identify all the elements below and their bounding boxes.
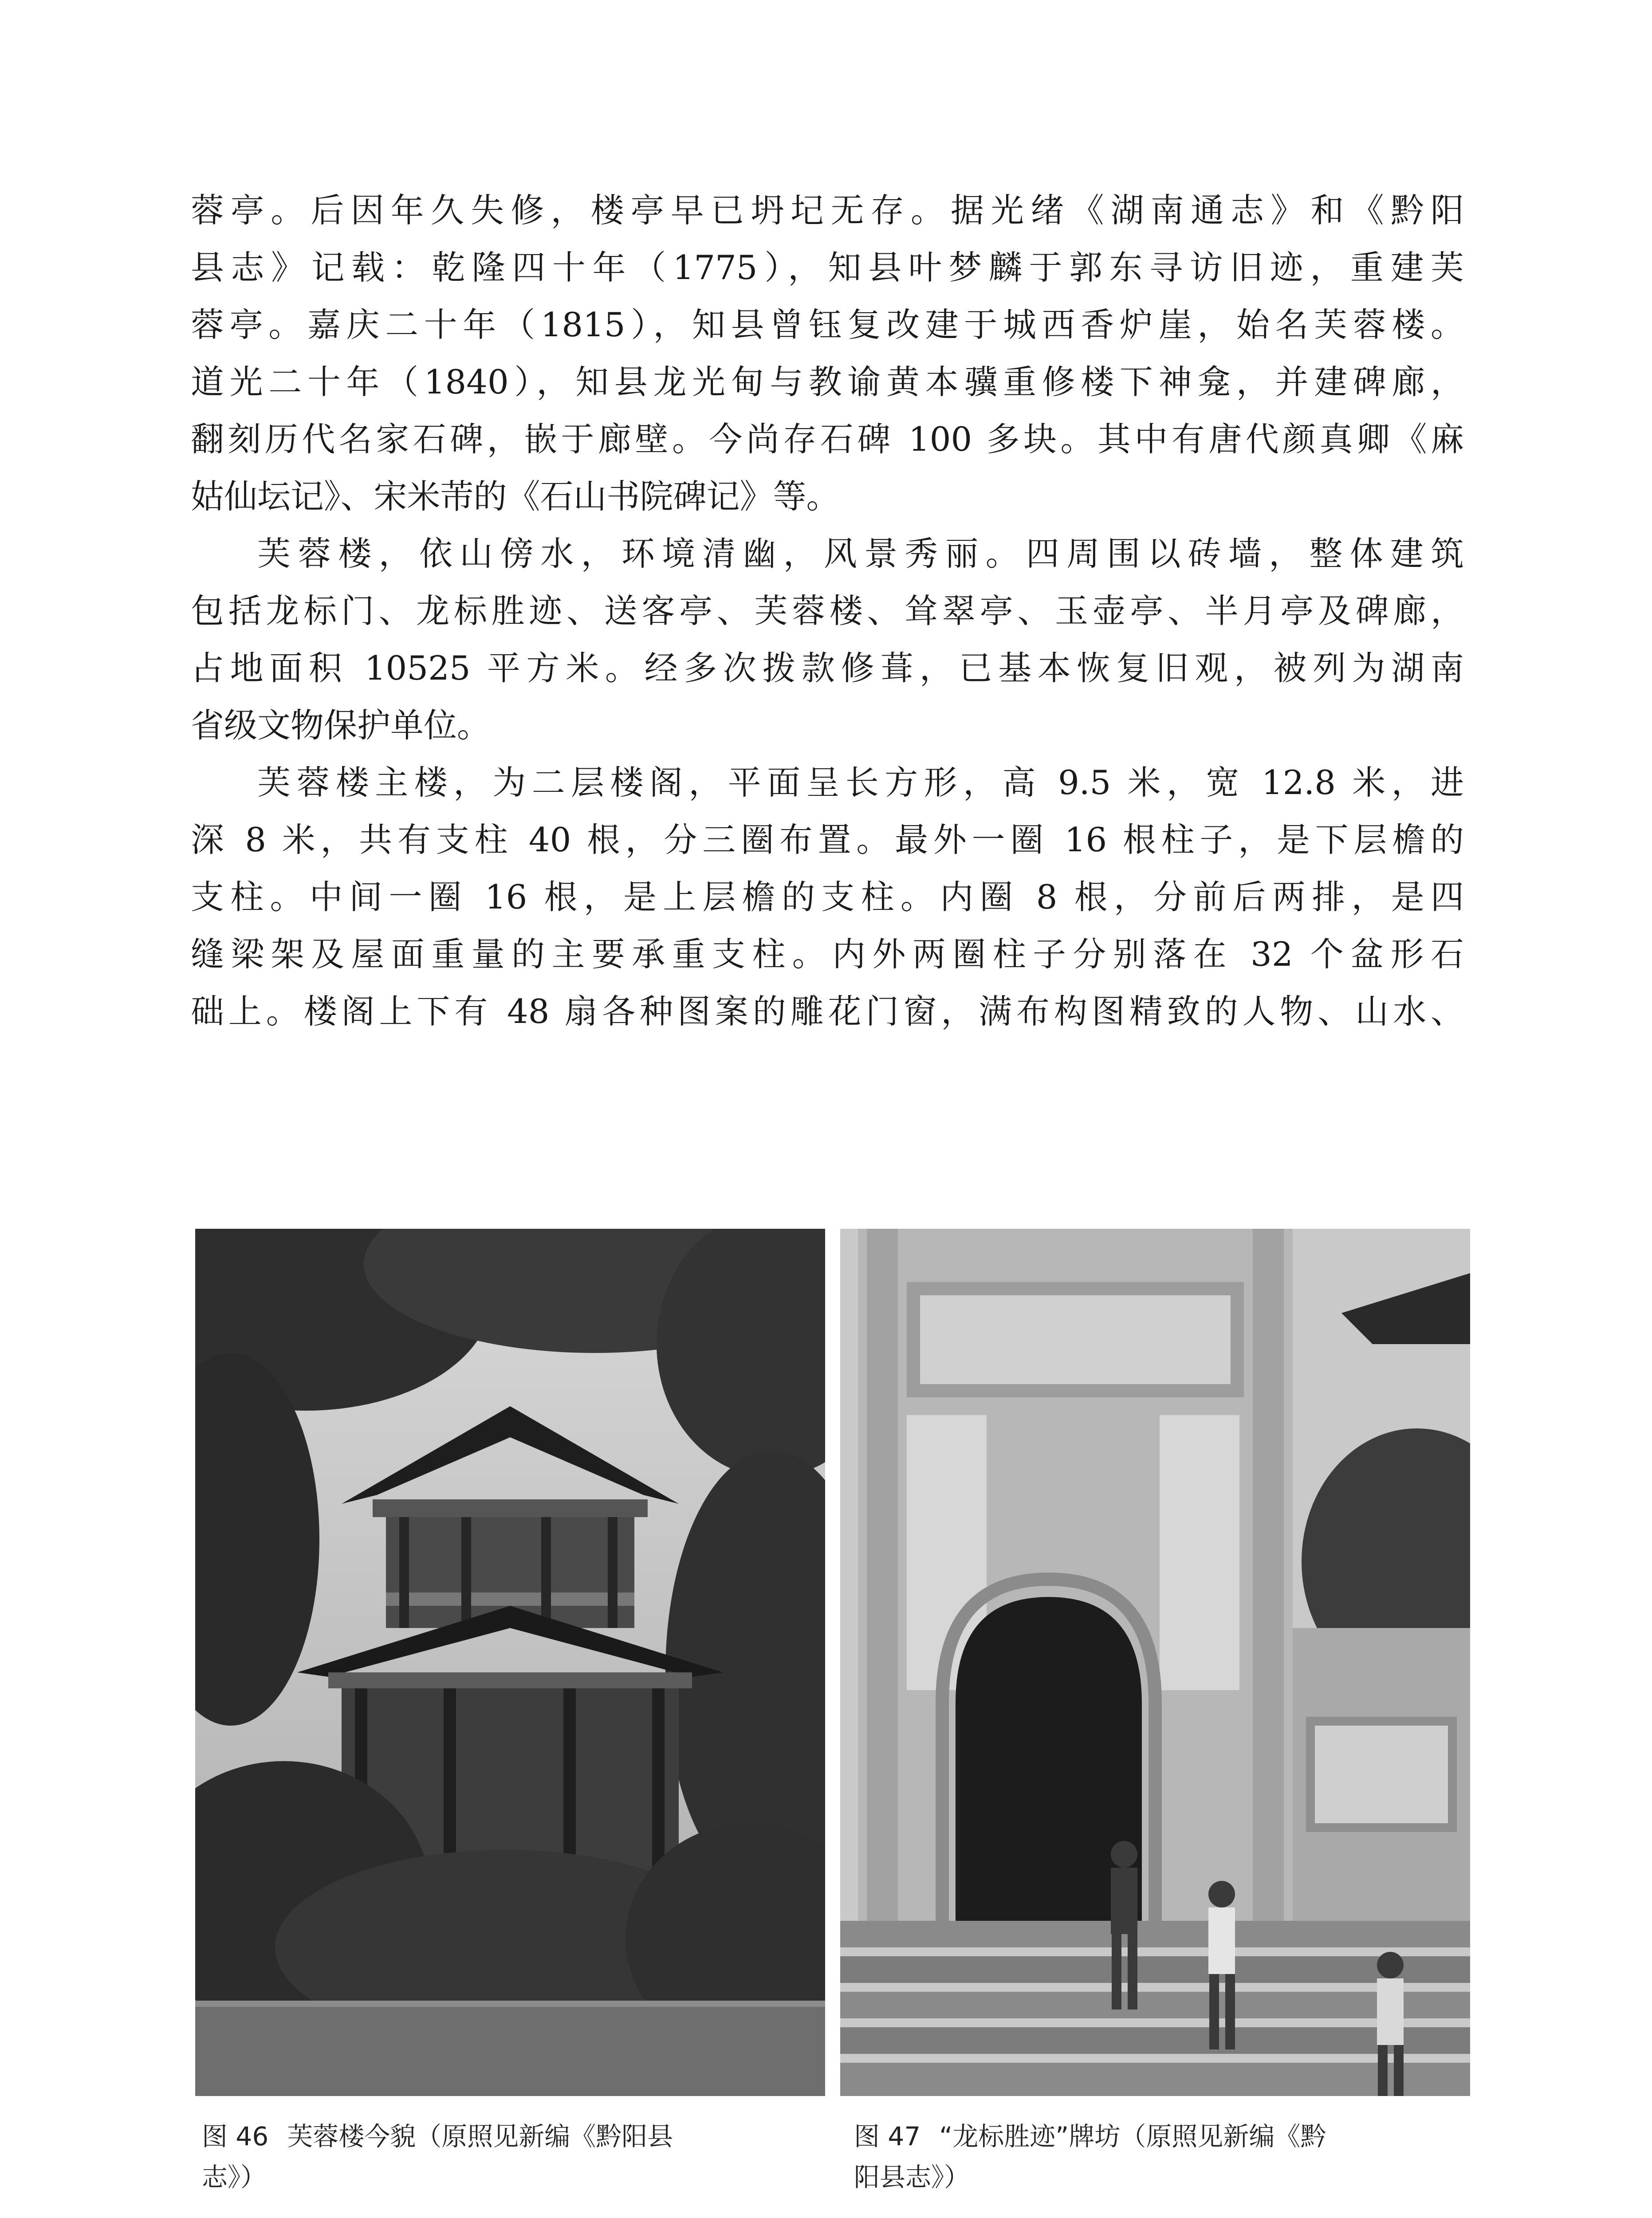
- text-line: 包括龙标门、龙标胜迹、送客亭、芙蓉楼、耸翠亭、玉壶亭、半月亭及碑廊，: [191, 591, 1464, 630]
- pavilion-illustration: [195, 1229, 825, 2096]
- figure-number: 图 47: [854, 2121, 921, 2151]
- paragraph-2: [191, 525, 1464, 754]
- text-line: 芙蓉楼，依山傍水，环境清幽，风景秀丽。四周围以砖墙，整体建筑: [257, 534, 1464, 573]
- longbiao-archway-photo: [840, 1229, 1470, 2096]
- body-text: [191, 182, 1464, 1040]
- text-line: 姑仙坛记》、宋米芾的《石山书院碑记》等。: [191, 477, 840, 516]
- figure-number: 图 46: [202, 2121, 269, 2151]
- text-line: 深 8 米，共有支柱 40 根，分三圈布置。最外一圈 16 根柱子，是下层檐的: [191, 820, 1464, 859]
- text-line: 县志》记载：乾隆四十年（1775），知县叶梦麟于郭东寻访旧迹，重建芙: [191, 248, 1464, 287]
- paragraph-3: [191, 754, 1464, 1040]
- furong-tower-photo: [195, 1229, 825, 2096]
- caption-text: “龙标胜迹”牌坊（原照见新编《黔: [939, 2121, 1326, 2151]
- paragraph-1: [191, 182, 1464, 525]
- text-line: 础上。楼阁上下有 48 扇各种图案的雕花门窗，满布构图精致的人物、山水、: [191, 992, 1464, 1031]
- caption-line: [202, 2116, 832, 2157]
- archway-illustration: [840, 1229, 1470, 2096]
- text-line: 支柱。中间一圈 16 根，是上层檐的支柱。内圈 8 根，分前后两排，是四: [191, 877, 1464, 916]
- caption-line: [854, 2116, 1484, 2157]
- caption-line: 志》）: [202, 2162, 267, 2192]
- text-line: 占地面积 10525 平方米。经多次拨款修葺，已基本恢复旧观，被列为湖南: [191, 649, 1464, 688]
- text-line: 蓉亭。嘉庆二十年（1815），知县曾钰复改建于城西香炉崖，始名芙蓉楼。: [191, 305, 1464, 344]
- text-line: 芙蓉楼主楼，为二层楼阁，平面呈长方形，高 9.5 米，宽 12.8 米，进: [257, 763, 1464, 802]
- text-line: 省级文物保护单位。: [191, 706, 491, 745]
- caption-text: 芙蓉楼今貌（原照见新编《黔阳县: [287, 2121, 673, 2151]
- text-line: 缝梁架及屋面重量的主要承重支柱。内外两圈柱子分别落在 32 个盆形石: [191, 935, 1464, 974]
- caption-line: 阳县志》）: [854, 2162, 970, 2192]
- text-line: 蓉亭。后因年久失修，楼亭早已坍圮无存。据光绪《湖南通志》和《黔阳: [191, 191, 1464, 230]
- text-line: 道光二十年（1840），知县龙光甸与教谕黄本骥重修楼下神龛，并建碑廊，: [191, 362, 1464, 401]
- figure-47-caption: [854, 2116, 1484, 2198]
- text-line: 翻刻历代名家石碑，嵌于廊壁。今尚存石碑 100 多块。其中有唐代颜真卿《麻: [191, 420, 1464, 459]
- figure-46-caption: [202, 2116, 832, 2198]
